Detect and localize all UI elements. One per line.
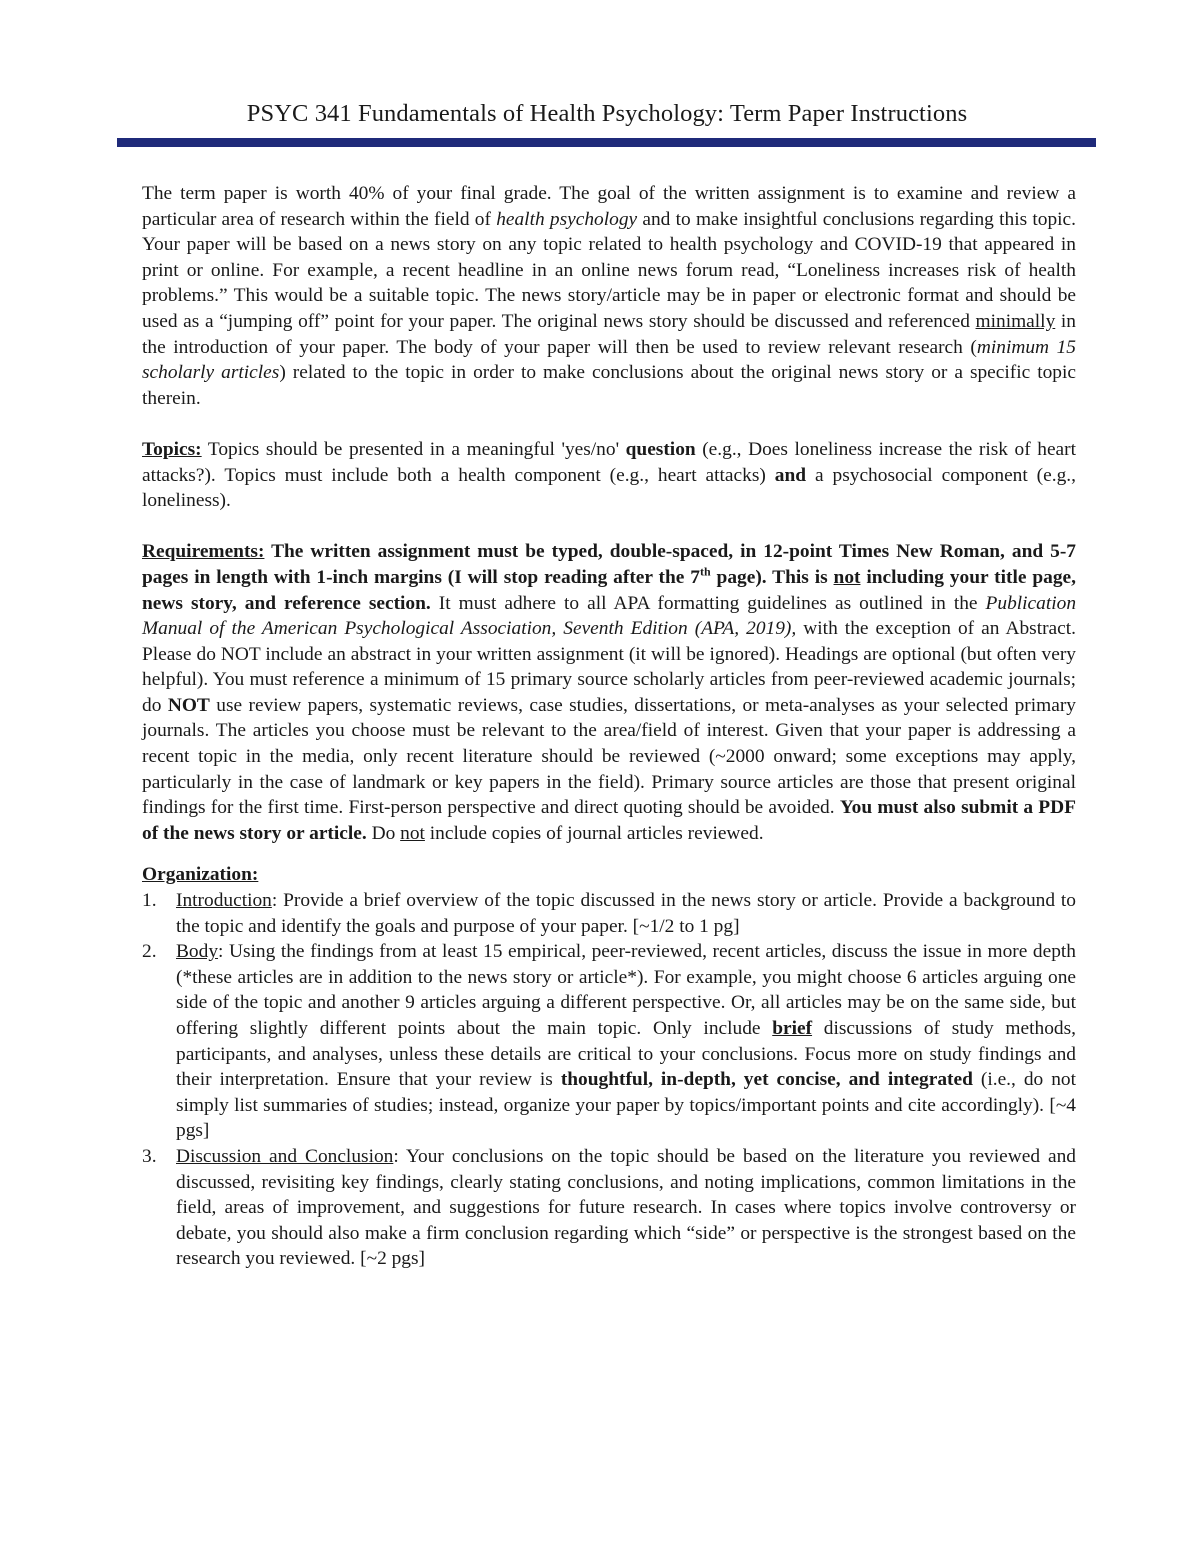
minimally-emphasis: minimally [975, 310, 1056, 332]
intro-paragraph: The term paper is worth 40% of your final grade. The goal of the written assignment is to examine and review a particular area of research within the field of health psychology and to make insightful conclusions regarding this topic. Your paper will be based on a news story on any topic related to health psychology and COVID-19 that appeared in print or online. For example, a recent headline in an online news forum read, “Loneliness increases risk of health problems.” This would be a suitable topic. The news story/article may be in paper or electronic format and should be used as a “jumping off” point for your paper. The original news story should be discussed and referenced minimally in the introduction of your paper. The body of your paper will then be used to review relevant research (minimum 15 scholarly articles) related to the topic in order to make conclusions about the original news story or a specific topic therein. [142, 183, 1076, 409]
health-psychology-emphasis: health psychology [496, 208, 638, 230]
organization-list [142, 888, 1076, 1272]
list-item: 2. Body: Using the findings from at least 15 empirical, peer-reviewed, recent articles, discuss the issue in more depth (*these articles are in addition to the news story or article*). For example, you might choose 6 articles arguing one side of the topic and another 9 articles arguing a different perspective. Or, all articles may be on the same side, but offering slightly different points about the main topic. Only include brief discussions of study methods, participants, and analyses, unless these details are critical to your conclusions. Focus more on study findings and their interpretation. Ensure that your review is thoughtful, in-depth, yet concise, and integrated (i.e., do not simply list summaries of studies; instead, organize your paper by topics/important points and cite accordingly). [~4 pgs] [142, 941, 1076, 1142]
minimum-articles-emphasis: minimum 15 scholarly articles [142, 336, 1076, 384]
discussion-conclusion-label: Discussion and Conclusion [176, 1145, 394, 1167]
body-label: Body [176, 941, 219, 963]
title-rule [117, 138, 1096, 147]
topics-paragraph: Topics: Topics should be presented in a meaningful 'yes/no' question (e.g., Does loneliness increase the risk of heart attacks?). Topics must include both a health component (e.g., heart attacks) and a psychosocial component (e.g., loneliness). [142, 438, 1076, 512]
organization-heading: Organization: [142, 864, 259, 886]
page-title: PSYC 341 Fundamentals of Health Psychology: Term Paper Instructions [246, 100, 968, 127]
requirements-paragraph: Requirements: The written assignment must be typed, double-spaced, in 12-point Times New Roman, and 5-7 pages in length with 1-inch margins (I will stop reading after the 7th page). This is not including your title page, news story, and reference section. It must adhere to all APA formatting guidelines as outlined in the Publication Manual of the American Psychological Association, Seventh Edition (APA, 2019), with the exception of an Abstract. Please do NOT include an abstract in your written assignment (it will be ignored). Headings are optional (but often very helpful). You must reference a minimum of 15 primary source scholarly articles from peer-reviewed academic journals; do NOT use review papers, systematic reviews, case studies, dissertations, or meta-analyses as your selected primary journals. The articles you choose must be relevant to the area/field of interest. Given that your paper is addressing a recent topic in the media, only recent literature should be reviewed (~2000 onward; some exceptions may apply, particularly in the case of landmark or key papers in the field). Primary source articles are those that present original findings for the first time. First-person perspective and direct quoting should be avoided. You must also submit a PDF of the news story or article. Do not include copies of journal articles reviewed. [142, 541, 1077, 844]
introduction-label: Introduction [176, 890, 272, 912]
apa-manual-citation: Publication Manual of the American Psychological Association, Seventh Edition (APA, 2019), [142, 592, 1077, 640]
document-body [142, 181, 1076, 1272]
requirements-heading: Requirements: [142, 541, 265, 563]
topics-heading: Topics: [142, 438, 202, 460]
list-item: 3. Discussion and Conclusion: Your conclusions on the topic should be based on the literature you reviewed and discussed, revisiting key findings, clearly stating conclusions, and noting implications, common limitations in the field, areas of improvement, and suggestions for future research. In cases where topics involve controversy or debate, you should also make a firm conclusion regarding which “side” or perspective is the strongest based on the research you reviewed. [~2 pgs] [142, 1145, 1076, 1270]
list-item: 1. Introduction: Provide a brief overview of the topic discussed in the news story or article. Provide a background to the topic and identify the goals and purpose of your paper. [~1/2 to 1 pg] [142, 890, 1076, 937]
